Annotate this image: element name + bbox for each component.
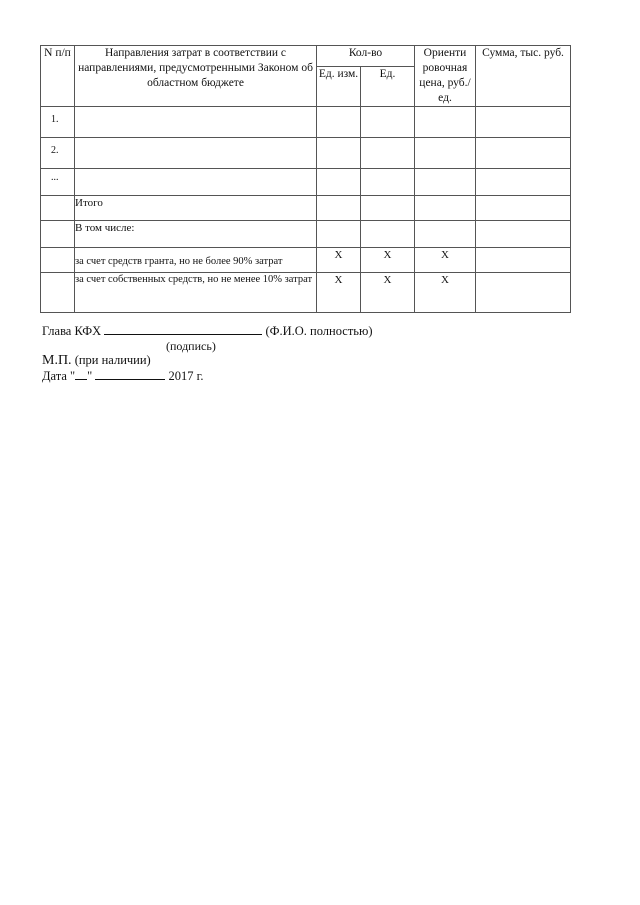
row-num xyxy=(41,195,75,220)
header-direction: Направления затрат в соответствии с направлениями, предусмотренными Законом об областном бюджете xyxy=(75,46,317,107)
row-text: за счет собственных средств, но не менее 10% затрат xyxy=(75,272,317,312)
row-qty xyxy=(361,220,415,247)
stamp-label: М.П. xyxy=(42,353,72,368)
table-header-row xyxy=(41,46,571,67)
row-qty xyxy=(361,137,415,168)
row-text xyxy=(75,168,317,195)
date-quote: " xyxy=(87,369,93,383)
table-row xyxy=(41,137,571,168)
row-unit: X xyxy=(317,247,361,272)
row-sum xyxy=(476,137,571,168)
row-num: 1. xyxy=(41,106,75,137)
head-label: Глава КФХ xyxy=(42,324,102,338)
header-quantity-group: Кол-во xyxy=(317,46,415,67)
fio-label: (Ф.И.О. полностью) xyxy=(265,324,373,338)
row-unit xyxy=(317,137,361,168)
signature-caption: (подпись) xyxy=(166,339,216,353)
cost-table xyxy=(40,45,571,313)
row-text: Итого xyxy=(75,195,317,220)
row-sum xyxy=(476,247,571,272)
row-qty: X xyxy=(361,247,415,272)
row-unit xyxy=(317,168,361,195)
row-sum xyxy=(476,106,571,137)
table-row xyxy=(41,195,571,220)
header-sum: Сумма, тыс. руб. xyxy=(476,46,571,107)
table-row xyxy=(41,220,571,247)
stamp-note: (при наличии) xyxy=(74,353,151,367)
row-qty xyxy=(361,195,415,220)
head-signature-line xyxy=(42,323,602,339)
row-num xyxy=(41,272,75,312)
date-label: Дата " xyxy=(42,369,76,383)
row-text xyxy=(75,137,317,168)
year-suffix: 2017 г. xyxy=(168,369,204,383)
row-sum xyxy=(476,195,571,220)
header-unit: Ед. изм. xyxy=(317,67,361,107)
row-sum xyxy=(476,272,571,312)
day-underline xyxy=(75,368,87,380)
month-underline xyxy=(95,368,165,380)
signature-underline xyxy=(104,323,262,335)
row-text xyxy=(75,106,317,137)
row-unit xyxy=(317,220,361,247)
row-price xyxy=(415,106,476,137)
row-price xyxy=(415,168,476,195)
row-price: X xyxy=(415,247,476,272)
row-price xyxy=(415,220,476,247)
header-price: Ориенти ровочная цена, руб./ед. xyxy=(415,46,476,107)
header-qty: Ед. xyxy=(361,67,415,107)
row-num xyxy=(41,247,75,272)
date-line xyxy=(42,368,602,384)
signature-block xyxy=(42,323,602,384)
row-num xyxy=(41,220,75,247)
table-row xyxy=(41,247,571,272)
row-text: В том числе: xyxy=(75,220,317,247)
table-row xyxy=(41,168,571,195)
table-row xyxy=(41,106,571,137)
row-unit xyxy=(317,195,361,220)
row-sum xyxy=(476,168,571,195)
row-qty xyxy=(361,168,415,195)
row-price xyxy=(415,195,476,220)
row-price xyxy=(415,137,476,168)
row-num: 2. xyxy=(41,137,75,168)
header-num: N п/п xyxy=(41,46,75,107)
row-unit xyxy=(317,106,361,137)
row-qty xyxy=(361,106,415,137)
row-price: X xyxy=(415,272,476,312)
row-sum xyxy=(476,220,571,247)
row-unit: X xyxy=(317,272,361,312)
row-text: за счет средств гранта, но не более 90% затрат xyxy=(75,247,317,272)
stamp-line xyxy=(42,353,602,368)
row-qty: X xyxy=(361,272,415,312)
table-row xyxy=(41,272,571,312)
row-num: ... xyxy=(41,168,75,195)
